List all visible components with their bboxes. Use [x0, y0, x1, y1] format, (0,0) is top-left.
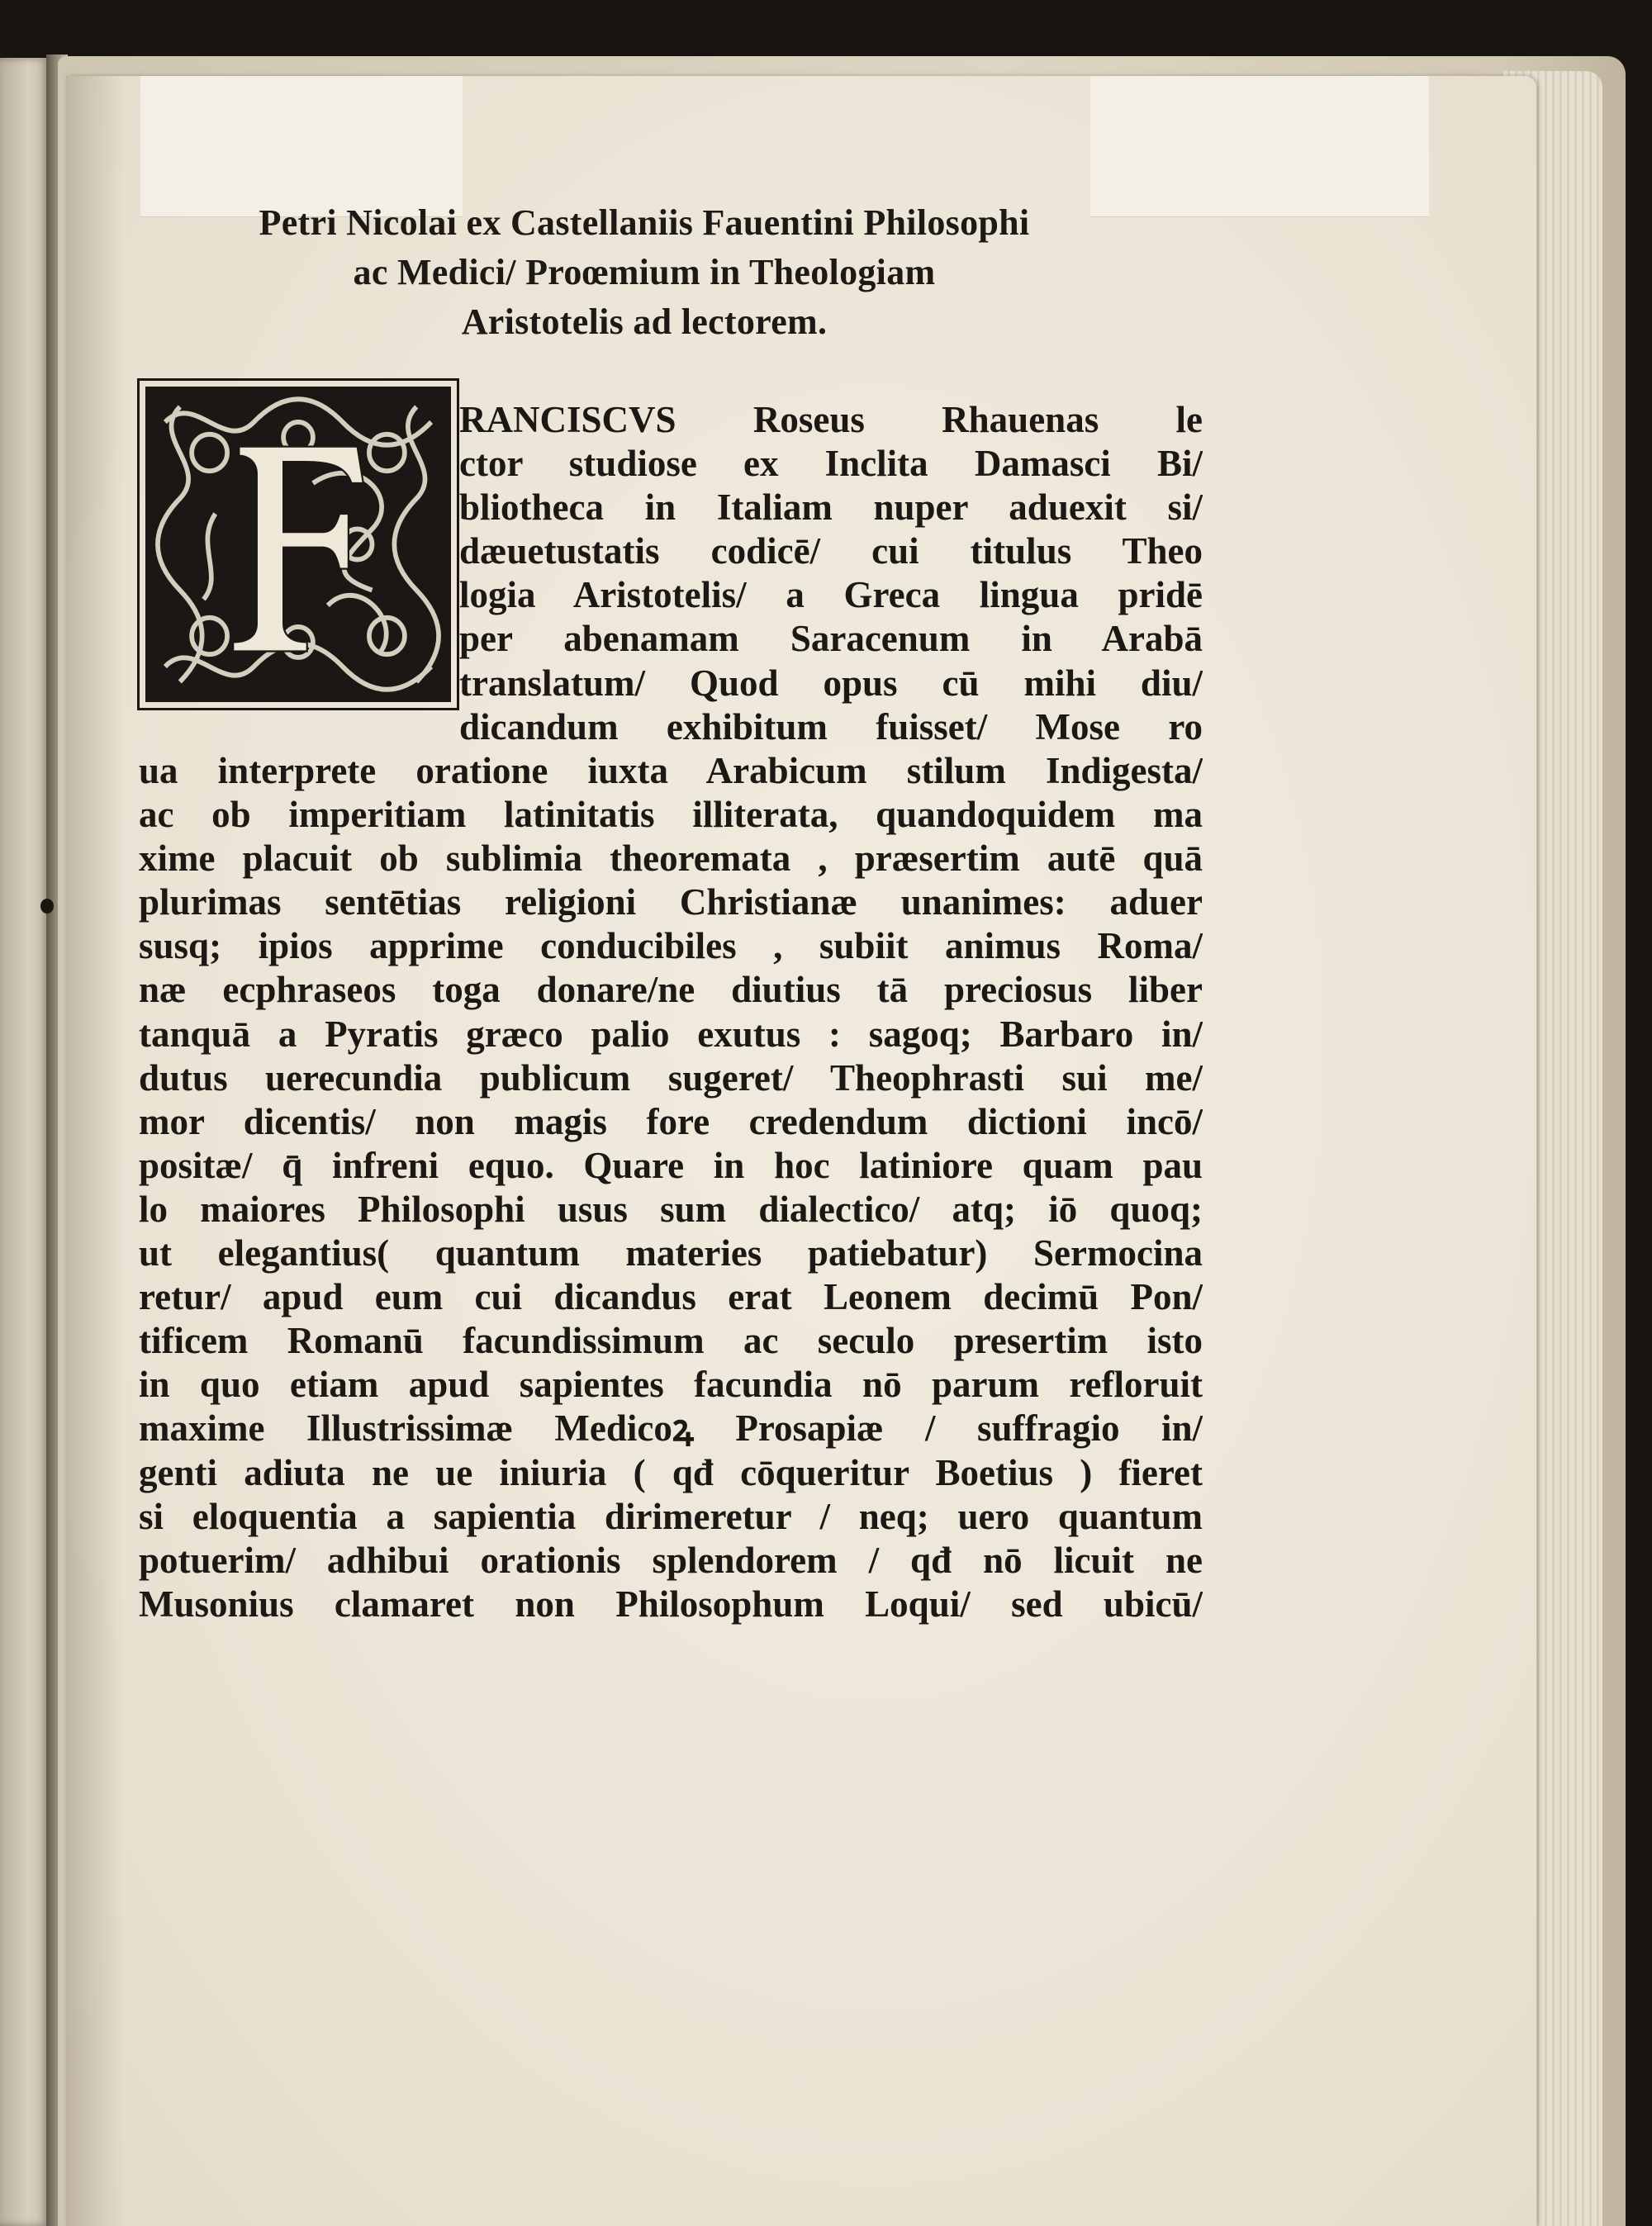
paper-repair-patch	[1090, 76, 1429, 217]
text-line: ua interprete oratione iuxta Arabicum stilum Indigesta/	[139, 750, 1203, 791]
text-line: tanquā a Pyratis græco palio exutus : sagoq; Barbaro in/	[139, 1013, 1203, 1055]
text-line: retur/ apud eum cui dicandus erat Leonem decimū Pon/	[139, 1276, 1203, 1318]
text-line: lo maiores Philosophi usus sum dialectico/ atq; iō quoq;	[139, 1188, 1203, 1230]
text-line: maxime Illustrissimæ Medicoꝝ Prosapiæ / suffragio in/	[139, 1407, 1203, 1450]
lead-paragraph	[459, 398, 1203, 749]
text-line: in quo etiam apud sapientes facundia nō parum refloruit	[139, 1364, 1203, 1406]
text-line: translatum/ Quod opus cū mihi diu/	[459, 662, 1203, 704]
title-line: Petri Nicolai ex Castellaniis Fauentini Philosophi	[259, 202, 1030, 243]
text-line: bliotheca in Italiam nuper aduexit si/	[459, 486, 1203, 529]
left-page-edge	[0, 58, 50, 2226]
text-line: per abenamam Saracenum in Arabā	[459, 618, 1203, 660]
text-line: genti adiuta ne ue iniuria ( qđ cōqueritur Boetius ) fieret	[139, 1451, 1203, 1493]
page-title	[149, 198, 1140, 347]
text-line: næ ecphraseos toga donare/ne diutius tā preciosus liber	[139, 969, 1203, 1011]
text-line: tificem Romanū facundissimum ac seculo presertim isto	[139, 1320, 1203, 1362]
text-line: ctor studiose ex Inclita Damasci Bi/	[459, 443, 1203, 485]
title-line: ac Medici/ Proœmium in Theologiam	[353, 252, 936, 292]
text-line: dicandum exhibitum fuisset/ Mose ro	[459, 705, 1203, 748]
text-line: positæ/ q̄ infreni equo. Quare in hoc latiniore quam pau	[139, 1144, 1203, 1186]
text-line: logia Aristotelis/ a Greca lingua pridē	[459, 574, 1203, 616]
text-line: dæuetustatis codicē/ cui titulus Theo	[459, 530, 1203, 572]
text-line: potuerim/ adhibui orationis splendorem / qđ nō licuit ne	[139, 1539, 1203, 1581]
text-line: si eloquentia a sapientia dirimeretur / neq; uero quantum	[139, 1495, 1203, 1537]
text-line: xime placuit ob sublimia theoremata , præsertim autē quā	[139, 838, 1203, 880]
text-line: ac ob imperitiam latinitatis illiterata, quandoquidem ma	[139, 794, 1203, 836]
title-line: Aristotelis ad lectorem.	[461, 301, 828, 342]
text-line: mor dicentis/ non magis fore credendum dictioni incō/	[139, 1100, 1203, 1142]
decorated-initial-f-icon	[145, 387, 451, 702]
text-line: RANCISCVS Roseus Rhauenas le	[459, 399, 1203, 440]
body-paragraph	[139, 749, 1203, 1626]
text-line: dutus uerecundia publicum sugeret/ Theophrasti sui me/	[139, 1056, 1203, 1099]
paper-repair-patch	[140, 76, 463, 217]
ink-dot	[40, 899, 54, 914]
text-line: susq; ipios apprime conducibiles , subiit animus Roma/	[139, 925, 1203, 967]
text-line: ut elegantius( quantum materies patiebatur) Sermocina	[139, 1232, 1203, 1274]
text-line: plurimas sentētias religioni Christianæ unanimes: aduer	[139, 881, 1203, 923]
text-line: Musonius clamaret non Philosophum Loqui/ sed ubicū/	[139, 1583, 1203, 1625]
